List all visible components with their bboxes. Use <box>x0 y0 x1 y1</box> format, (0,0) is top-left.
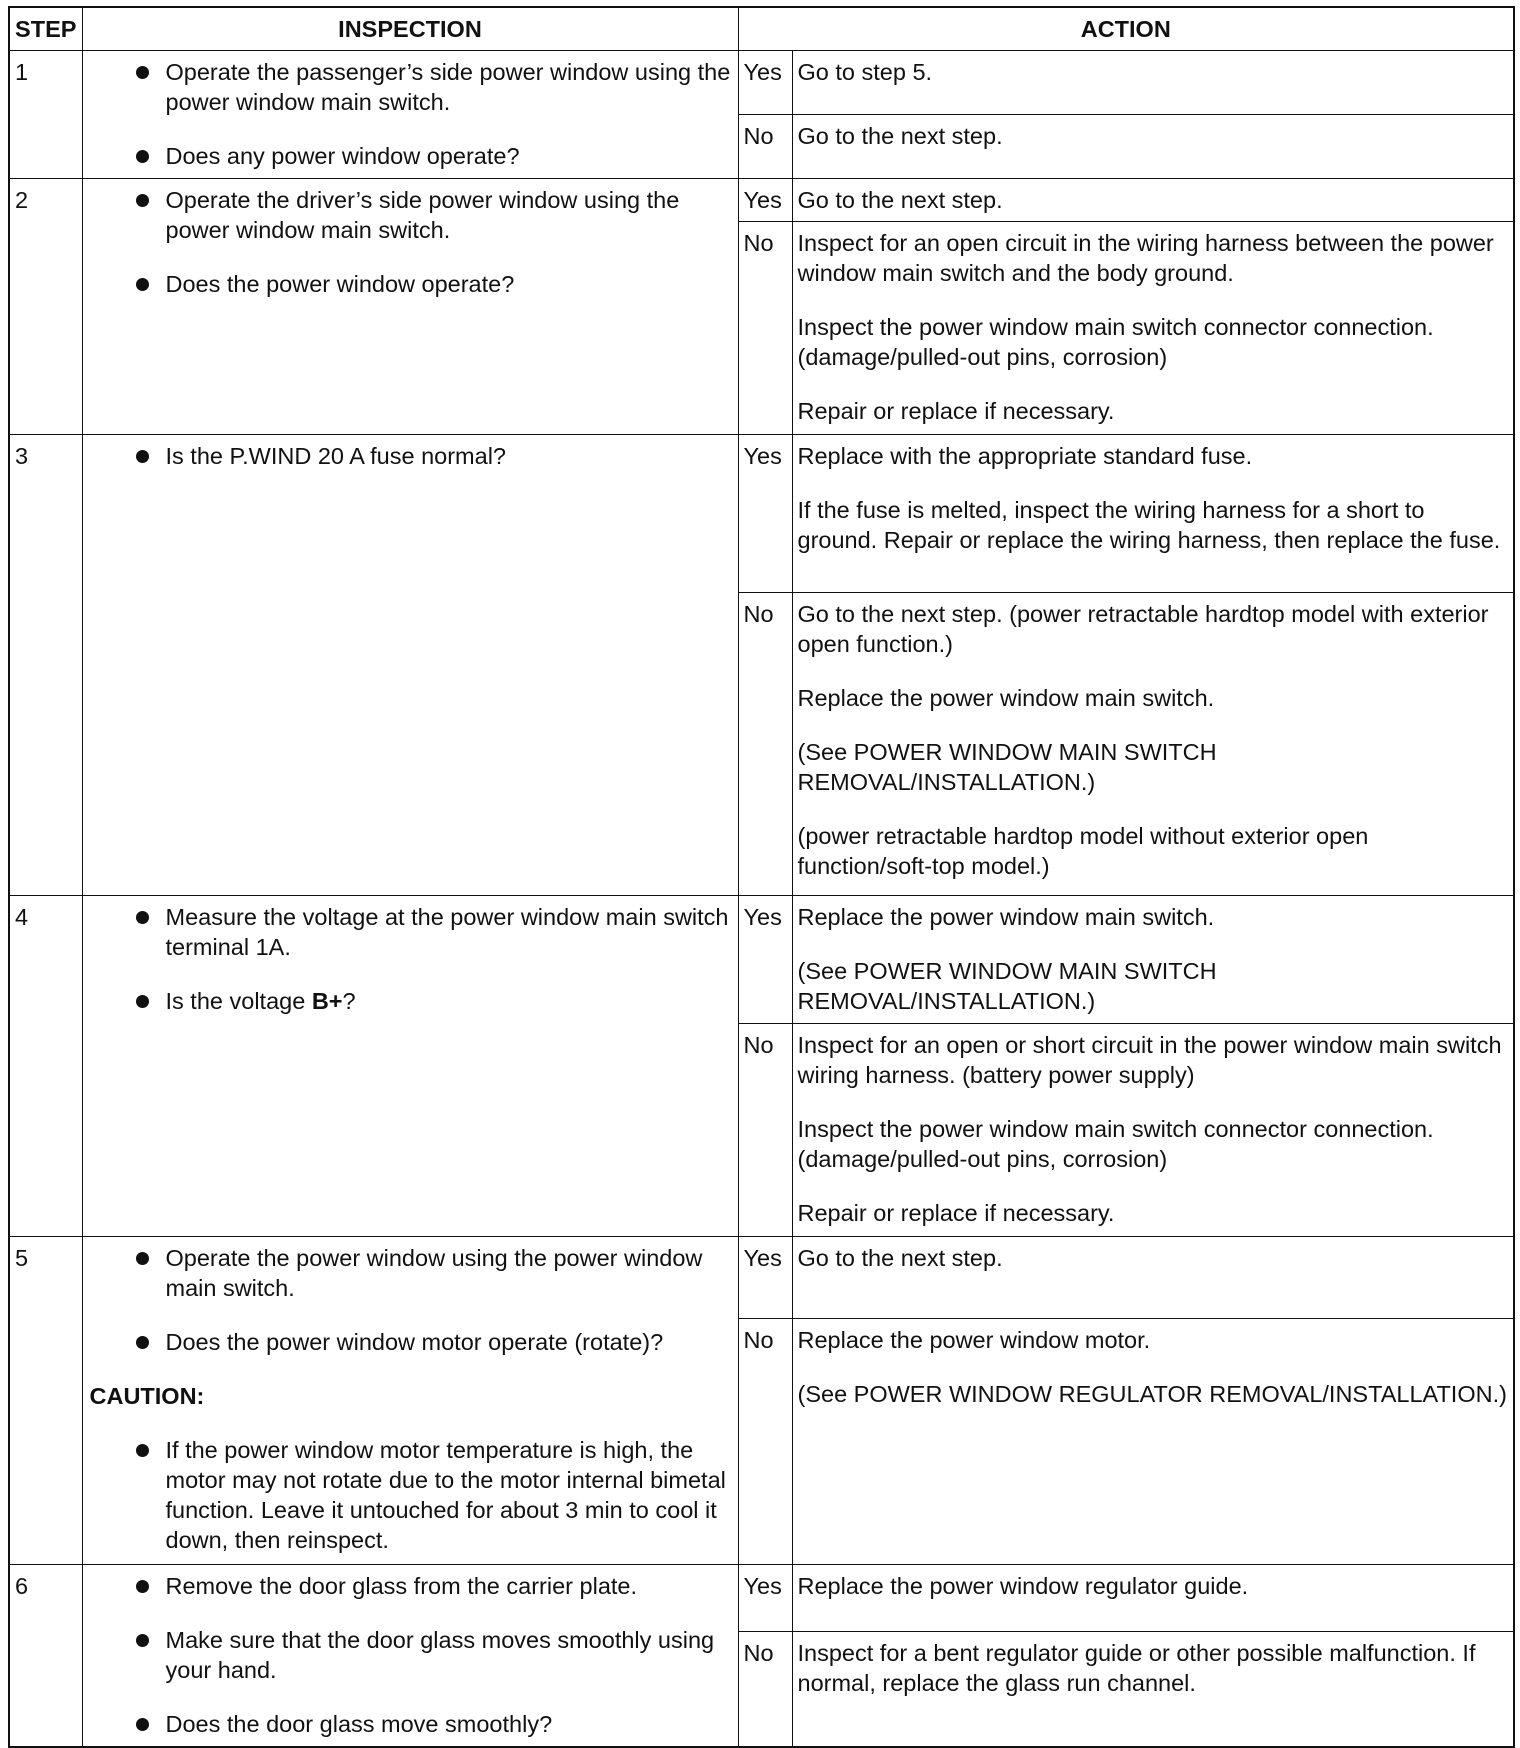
yes-label: Yes <box>738 1565 792 1632</box>
bullet-icon <box>136 278 149 291</box>
no-action: Inspect for a bent regulator guide or other possible malfunction. If normal, replace the glass run channel. <box>792 1632 1514 1747</box>
header-inspection: INSPECTION <box>82 7 738 51</box>
inspection-item: Does the door glass move smoothly? <box>88 1709 734 1739</box>
step-2-yes-row <box>9 179 1514 222</box>
step-number: 5 <box>9 1237 82 1565</box>
no-action: Inspect for an open circuit in the wiring harness between the power window main switch and the body ground. Inspect the power window main switch connector connection. (damage/pulled-out pins, corrosion) Repair or replace if necessary. <box>792 222 1514 435</box>
step-5-inspection <box>82 1237 738 1565</box>
header-action: ACTION <box>738 7 1514 51</box>
caution-label: CAUTION: <box>89 1383 205 1409</box>
bullet-icon <box>136 1634 149 1647</box>
yes-action: Go to the next step. <box>792 1237 1514 1319</box>
inspection-item: Does any power window operate? <box>88 141 734 171</box>
bullet-icon <box>136 1580 149 1593</box>
yes-label: Yes <box>738 179 792 222</box>
inspection-item: Make sure that the door glass moves smoothly using your hand. <box>88 1625 734 1685</box>
inspection-item: Remove the door glass from the carrier plate. <box>88 1571 734 1601</box>
step-6-inspection <box>82 1565 738 1747</box>
step-5-yes-row <box>9 1237 1514 1319</box>
bullet-icon <box>136 150 149 163</box>
no-action: Inspect for an open or short circuit in the power window main switch wiring harness. (battery power supply) Inspect the power window main switch connector connection. (damage/pulled-out pins, corrosion) Repair or replace if necessary. <box>792 1024 1514 1237</box>
inspection-item: Does the power window motor operate (rotate)? <box>88 1327 734 1357</box>
yes-label: Yes <box>738 435 792 593</box>
step-2-inspection <box>82 179 738 435</box>
no-label: No <box>738 222 792 435</box>
yes-action: Replace the power window main switch. (See POWER WINDOW MAIN SWITCH REMOVAL/INSTALLATION.) <box>792 896 1514 1024</box>
bullet-icon <box>136 1718 149 1731</box>
bullet-icon <box>136 995 149 1008</box>
caution-item: If the power window motor temperature is high, the motor may not rotate due to the motor internal bimetal function. Leave it untouched for about 3 min to cool it down, then reinspect. <box>88 1435 734 1555</box>
inspection-item: Measure the voltage at the power window main switch terminal 1A. <box>88 902 734 962</box>
inspection-item: Does the power window operate? <box>88 269 734 299</box>
bullet-icon <box>136 1444 149 1457</box>
step-number: 4 <box>9 896 82 1237</box>
step-4-inspection <box>82 896 738 1237</box>
step-1-inspection <box>82 51 738 179</box>
yes-action: Go to step 5. <box>792 51 1514 115</box>
inspection-item: Operate the driver’s side power window using the power window main switch. <box>88 185 734 245</box>
bullet-icon <box>136 450 149 463</box>
yes-action: Go to the next step. <box>792 179 1514 222</box>
step-3-yes-row <box>9 435 1514 593</box>
bullet-icon <box>136 1252 149 1265</box>
inspection-item: Operate the passenger’s side power window using the power window main switch. <box>88 57 734 117</box>
header-row <box>9 7 1514 51</box>
bullet-icon <box>136 66 149 79</box>
yes-label: Yes <box>738 1237 792 1319</box>
no-label: No <box>738 115 792 179</box>
step-number: 2 <box>9 179 82 435</box>
no-label: No <box>738 1024 792 1237</box>
no-label: No <box>738 593 792 896</box>
yes-label: Yes <box>738 51 792 115</box>
header-step: STEP <box>9 7 82 51</box>
yes-action: Replace with the appropriate standard fuse. If the fuse is melted, inspect the wiring harness for a short to ground. Repair or replace the wiring harness, then replace the fuse. <box>792 435 1514 593</box>
yes-action: Replace the power window regulator guide. <box>792 1565 1514 1632</box>
step-4-yes-row <box>9 896 1514 1024</box>
inspection-item: Is the voltage B+? <box>88 986 734 1016</box>
step-3-inspection <box>82 435 738 896</box>
no-label: No <box>738 1632 792 1747</box>
step-1-yes-row <box>9 51 1514 115</box>
bullet-icon <box>136 1336 149 1349</box>
step-number: 6 <box>9 1565 82 1747</box>
yes-label: Yes <box>738 896 792 1024</box>
no-action: Go to the next step. (power retractable hardtop model with exterior open function.) Replace the power window main switch. (See POWER WINDOW MAIN SWITCH REMOVAL/INSTALLATION.) (power retractable hardtop model without exterior open function/soft-top model.) <box>792 593 1514 896</box>
step-number: 3 <box>9 435 82 896</box>
diagnostic-table <box>8 6 1515 1748</box>
bullet-icon <box>136 194 149 207</box>
bullet-icon <box>136 911 149 924</box>
inspection-item: Is the P.WIND 20 A fuse normal? <box>88 441 734 471</box>
no-label: No <box>738 1319 792 1565</box>
voltage-value: B+ <box>311 988 343 1014</box>
no-action: Go to the next step. <box>792 115 1514 179</box>
inspection-item: Operate the power window using the power window main switch. <box>88 1243 734 1303</box>
step-number: 1 <box>9 51 82 179</box>
step-6-yes-row <box>9 1565 1514 1632</box>
no-action: Replace the power window motor. (See POWER WINDOW REGULATOR REMOVAL/INSTALLATION.) <box>792 1319 1514 1565</box>
